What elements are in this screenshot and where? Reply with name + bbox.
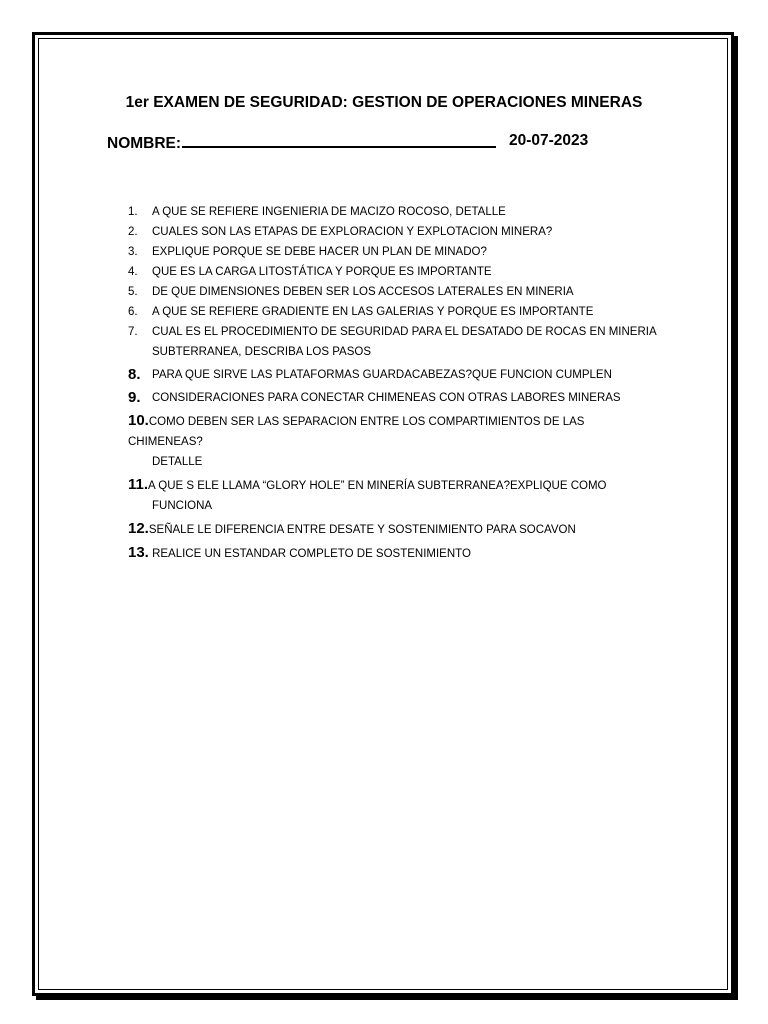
question-text: CUAL ES EL PROCEDIMIENTO DE SEGURIDAD PARA EL DESATADO DE ROCAS EN MINERIA SUBTERRANEA, DESCRIBA LOS PASOS	[152, 326, 656, 358]
question-number: 13.	[128, 544, 149, 561]
question-text: QUE ES LA CARGA LITOSTÁTICA Y PORQUE ES IMPORTANTE	[152, 266, 492, 278]
question-text: A QUE SE REFIERE INGENIERIA DE MACIZO ROCOSO, DETALLE	[152, 206, 506, 218]
question-number: 3.	[128, 246, 138, 258]
question-item	[120, 365, 656, 385]
question-number: 1.	[128, 206, 138, 218]
question-item	[120, 388, 656, 408]
page-border-shadow-right	[734, 36, 738, 1000]
question-text: REALICE UN ESTANDAR COMPLETO DE SOSTENIMIENTO	[152, 548, 471, 560]
question-item	[120, 475, 656, 516]
question-number: 2.	[128, 226, 138, 238]
question-text: A QUE S ELE LLAMA “GLORY HOLE” EN MINERÍA SUBTERRANEA?EXPLIQUE COMO	[148, 480, 607, 492]
question-number: 4.	[128, 266, 138, 278]
question-number: 5.	[128, 286, 138, 298]
question-item	[120, 322, 656, 362]
question-item	[120, 242, 656, 262]
question-number: 12.	[128, 520, 149, 537]
question-item	[120, 302, 656, 322]
question-list	[120, 202, 656, 564]
question-item	[120, 282, 656, 302]
question-number: 8.	[128, 366, 141, 383]
question-item	[120, 202, 656, 222]
question-number: 11.	[128, 476, 149, 493]
question-number: 9.	[128, 389, 141, 406]
question-item	[120, 519, 656, 540]
page-border-shadow-bottom	[36, 996, 738, 1000]
question-text: A QUE SE REFIERE GRADIENTE EN LAS GALERIAS Y PORQUE ES IMPORTANTE	[152, 306, 594, 318]
question-item	[120, 543, 656, 564]
question-item	[120, 411, 656, 472]
name-row	[107, 132, 496, 153]
question-number: 10.	[128, 412, 149, 429]
question-text-continued: DETALLE	[152, 456, 203, 468]
question-text: CONSIDERACIONES PARA CONECTAR CHIMENEAS CON OTRAS LABORES MINERAS	[152, 392, 621, 404]
question-text: COMO DEBEN SER LAS SEPARACION ENTRE LOS COMPARTIMIENTOS DE LAS CHIMENEAS?	[128, 416, 585, 448]
question-number: 7.	[128, 326, 138, 338]
question-text: SEÑALE LE DIFERENCIA ENTRE DESATE Y SOSTENIMIENTO PARA SOCAVON	[148, 524, 576, 536]
name-label: NOMBRE:	[107, 135, 182, 152]
question-text: DE QUE DIMENSIONES DEBEN SER LOS ACCESOS LATERALES EN MINERIA	[152, 286, 574, 298]
question-text: EXPLIQUE PORQUE SE DEBE HACER UN PLAN DE MINADO?	[152, 246, 487, 258]
question-item	[120, 262, 656, 282]
question-text-continued: FUNCIONA	[152, 500, 213, 512]
question-text: CUALES SON LAS ETAPAS DE EXPLORACION Y EXPLOTACION MINERA?	[152, 226, 553, 238]
exam-title: 1er EXAMEN DE SEGURIDAD: GESTION DE OPERACIONES MINERAS	[125, 94, 643, 111]
question-item	[120, 222, 656, 242]
name-blank-line[interactable]	[182, 132, 496, 148]
question-number: 6.	[128, 306, 138, 318]
exam-date: 20-07-2023	[509, 132, 589, 149]
question-text: PARA QUE SIRVE LAS PLATAFORMAS GUARDACABEZAS?QUE FUNCION CUMPLEN	[152, 369, 612, 381]
